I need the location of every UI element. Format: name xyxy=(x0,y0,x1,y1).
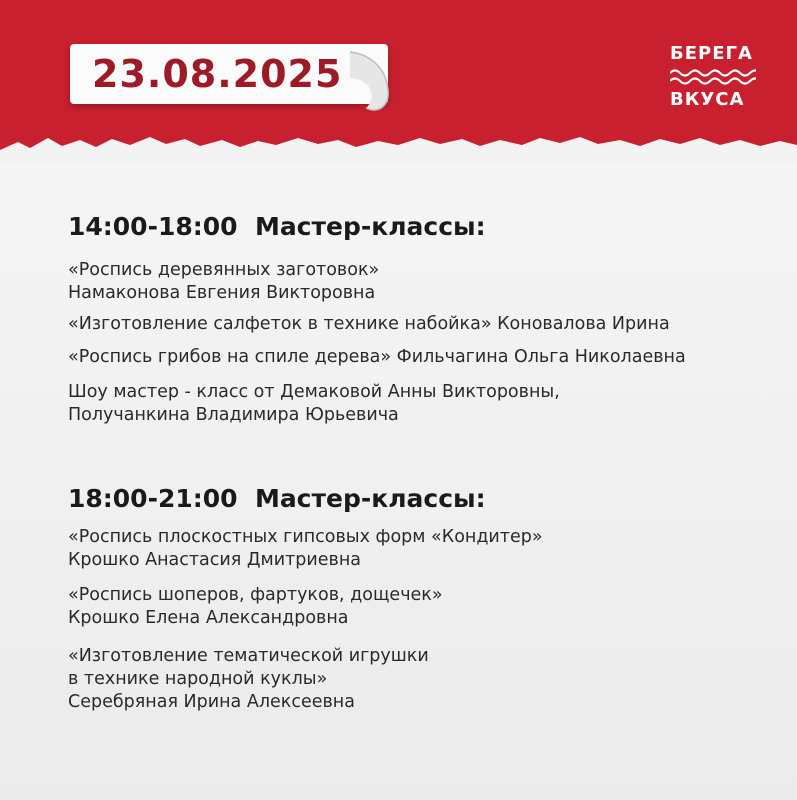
logo-bottom-text: ВКУСА xyxy=(670,89,745,110)
list-item: «Роспись шоперов, фартуков, дощечек» Крошко Елена Александровна xyxy=(68,585,443,628)
section-title-evening: 18:00-21:00 Мастер-классы: xyxy=(68,484,486,513)
logo-top-text: БЕРЕГА xyxy=(670,43,753,64)
list-item: «Роспись грибов на спиле дерева» Фильчагина Ольга Николаевна xyxy=(68,347,686,367)
list-item: «Изготовление салфеток в технике набойка» Коновалова Ирина xyxy=(68,314,670,334)
section-title-afternoon: 14:00-18:00 Мастер-классы: xyxy=(68,212,486,241)
date-label: 23.08.2025 xyxy=(92,52,343,96)
logo xyxy=(670,44,760,110)
wave-icon xyxy=(670,67,756,87)
page-curl-icon xyxy=(348,50,396,116)
list-item: «Изготовление тематической игрушки в технике народной куклы» Серебряная Ирина Алексеевна xyxy=(68,646,429,712)
list-item: «Роспись плоскостных гипсовых форм «Кондитер» Крошко Анастасия Дмитриевна xyxy=(68,527,543,570)
date-tag xyxy=(70,44,388,104)
list-item: «Роспись деревянных заготовок» Намаконова Евгения Викторовна xyxy=(68,260,380,303)
list-item: Шоу мастер - класс от Демаковой Анны Викторовны, Получанкина Владимира Юрьевича xyxy=(68,382,560,425)
